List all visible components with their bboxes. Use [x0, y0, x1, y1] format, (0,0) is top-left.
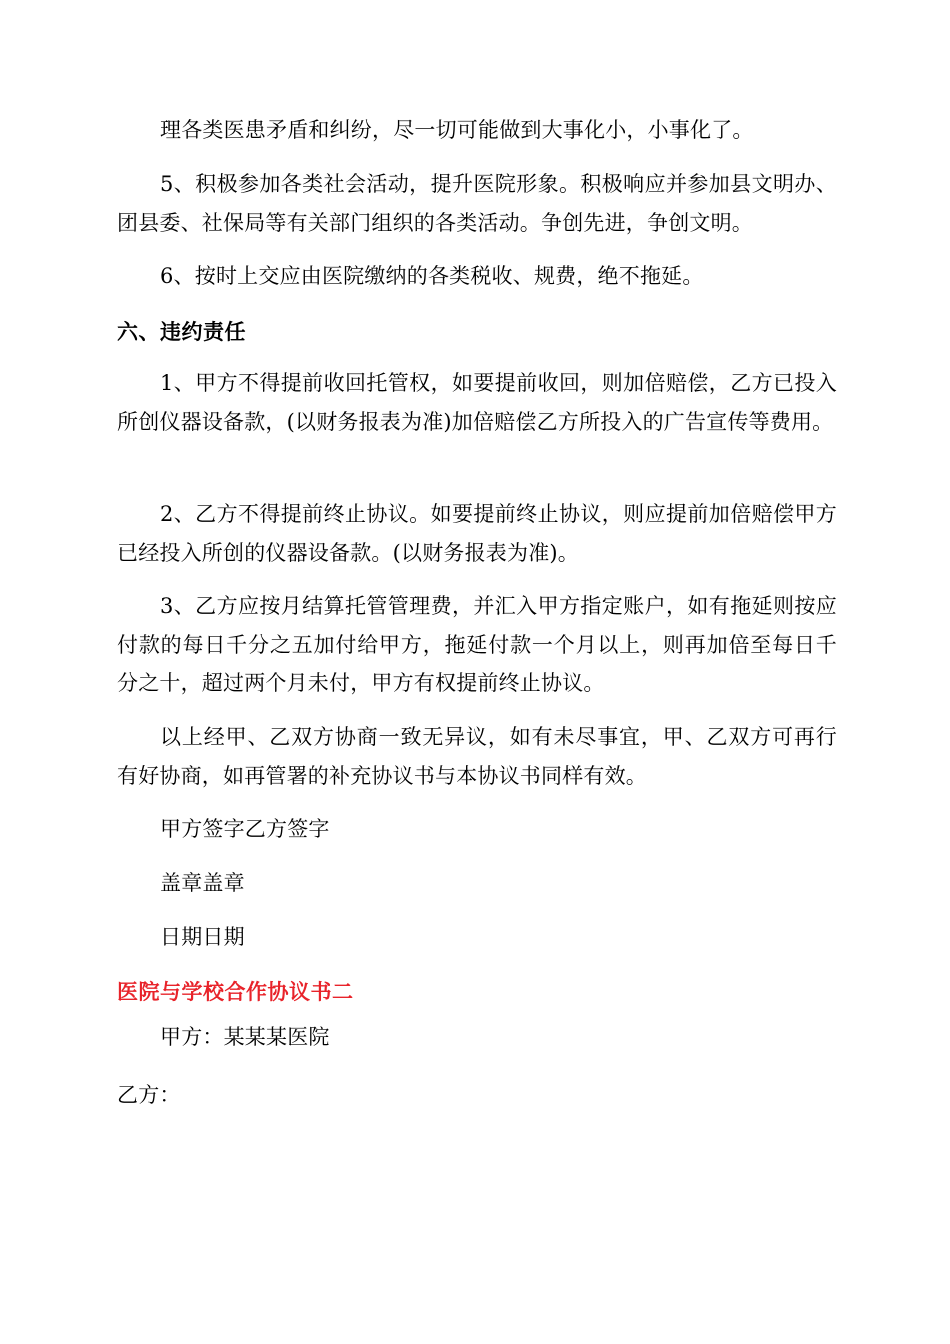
date-line: 日期日期 [160, 925, 245, 949]
party-b-line: 乙方： [117, 1083, 181, 1107]
paragraph-item-6: 6、按时上交应由医院缴纳的各类税收、规费，绝不拖延。 [160, 264, 704, 288]
paragraph-breach-2: 2、乙方不得提前终止协议。如要提前终止协议，则应提前加倍赔偿甲方已经投入所创的仪器设备款。(以财务报表为准)。 [117, 502, 837, 565]
signature-line: 甲方签字乙方签字 [160, 817, 330, 841]
paragraph-item-5: 5、积极参加各类社会活动，提升医院形象。积极响应并参加县文明办、团县委、社保局等有关部门组织的各类活动。争创先进，争创文明。 [117, 172, 837, 235]
paragraph-breach-1: 1、甲方不得提前收回托管权，如要提前收回，则加倍赔偿，乙方已投入所创仪器设备款，(以财务报表为准)加倍赔偿乙方所投入的广告宣传等费用。 [117, 371, 837, 434]
paragraph-agreement-note: 以上经甲、乙双方协商一致无异议，如有未尽事宜，甲、乙双方可再行有好协商，如再管署的补充协议书与本协议书同样有效。 [117, 725, 837, 788]
paragraph-dispute-handling: 理各类医患矛盾和纠纷，尽一切可能做到大事化小，小事化了。 [160, 118, 754, 142]
document-title-2: 医院与学校合作协议书二 [117, 980, 354, 1004]
paragraph-breach-3: 3、乙方应按月结算托管管理费，并汇入甲方指定账户，如有拖延则按应付款的每日千分之五加付给甲方，拖延付款一个月以上，则再加倍至每日千分之十，超过两个月未付，甲方有权提前终止协议。 [117, 594, 837, 695]
party-a-line: 甲方：某某某医院 [160, 1025, 330, 1049]
seal-line: 盖章盖章 [160, 871, 245, 895]
section-heading-breach-liability: 六、违约责任 [117, 320, 246, 344]
